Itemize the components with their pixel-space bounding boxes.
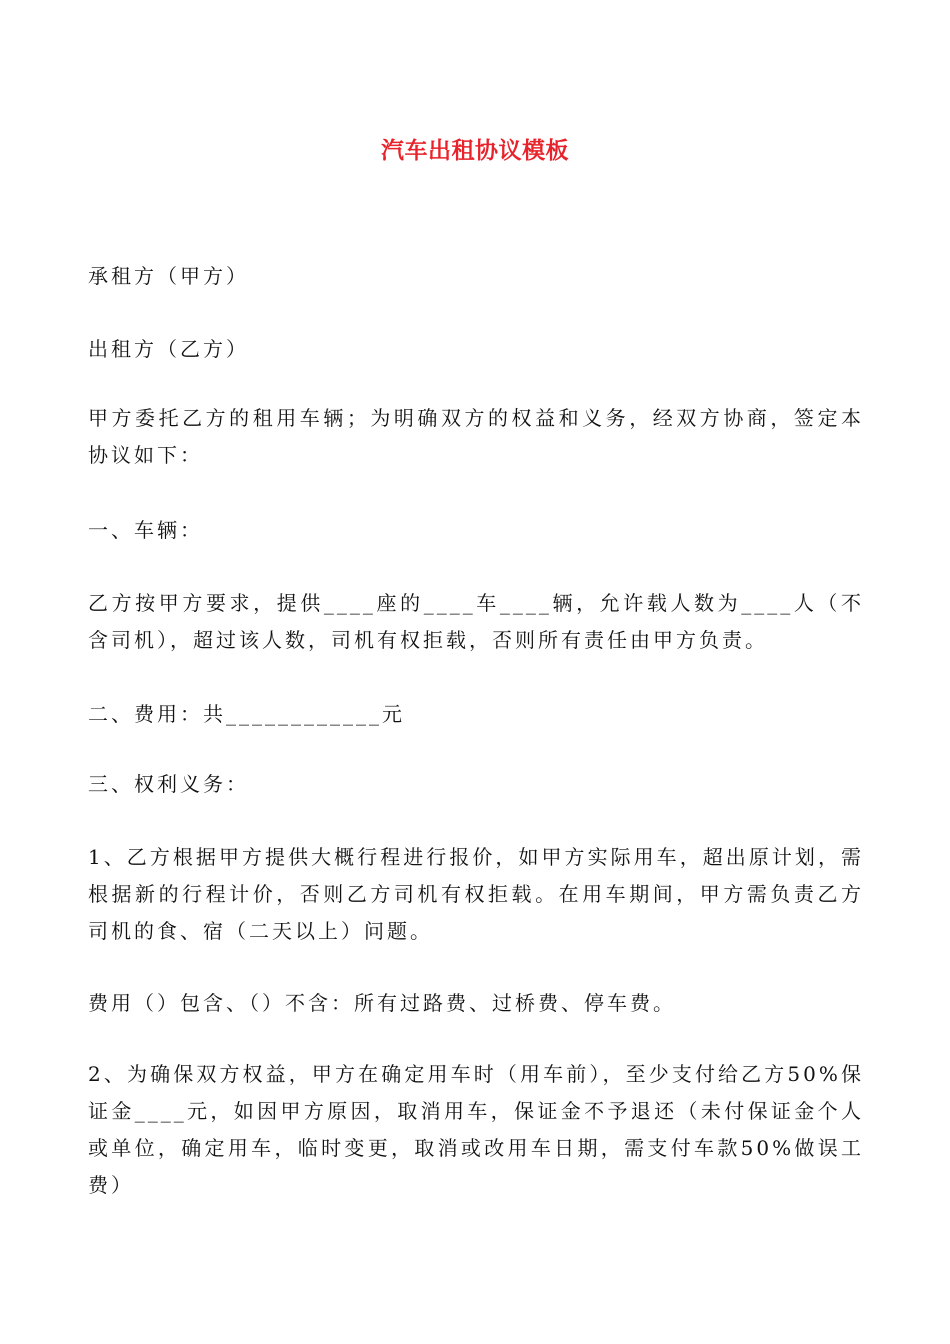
section3-heading: 三、权利义务： bbox=[88, 772, 249, 796]
section1-body: 乙方按甲方要求，提供____座的____车____辆，允许载人数为____人（不含司机），超过该人数，司机有权拒载，否则所有责任由甲方负责。 bbox=[88, 591, 864, 652]
fees-note: 费用（）包含、（）不含：所有过路费、过桥费、停车费。 bbox=[88, 991, 676, 1015]
lessee-line: 承租方（甲方） bbox=[88, 264, 249, 288]
intro-paragraph: 甲方委托乙方的租用车辆；为明确双方的权益和义务，经双方协商，签定本协议如下： bbox=[88, 406, 864, 467]
document-title: 汽车出租协议模板 bbox=[381, 138, 569, 164]
section1-heading: 一、车辆： bbox=[88, 518, 203, 542]
clause1-paragraph: 1、乙方根据甲方提供大概行程进行报价，如甲方实际用车，超出原计划，需根据新的行程计价，否则乙方司机有权拒载。在用车期间，甲方需负责乙方司机的食、宿（二天以上）问题。 bbox=[88, 845, 864, 943]
clause2-paragraph: 2、为确保双方权益，甲方在确定用车时（用车前），至少支付给乙方50%保证金____元，如因甲方原因，取消用车，保证金不予退还（未付保证金个人或单位，确定用车，临时变更，取消或改用车日期，需支付车款50%做误工费） bbox=[88, 1062, 864, 1197]
lessor-line: 出租方（乙方） bbox=[88, 337, 249, 361]
section2-fee-line: 二、费用：共____________元 bbox=[88, 702, 405, 726]
